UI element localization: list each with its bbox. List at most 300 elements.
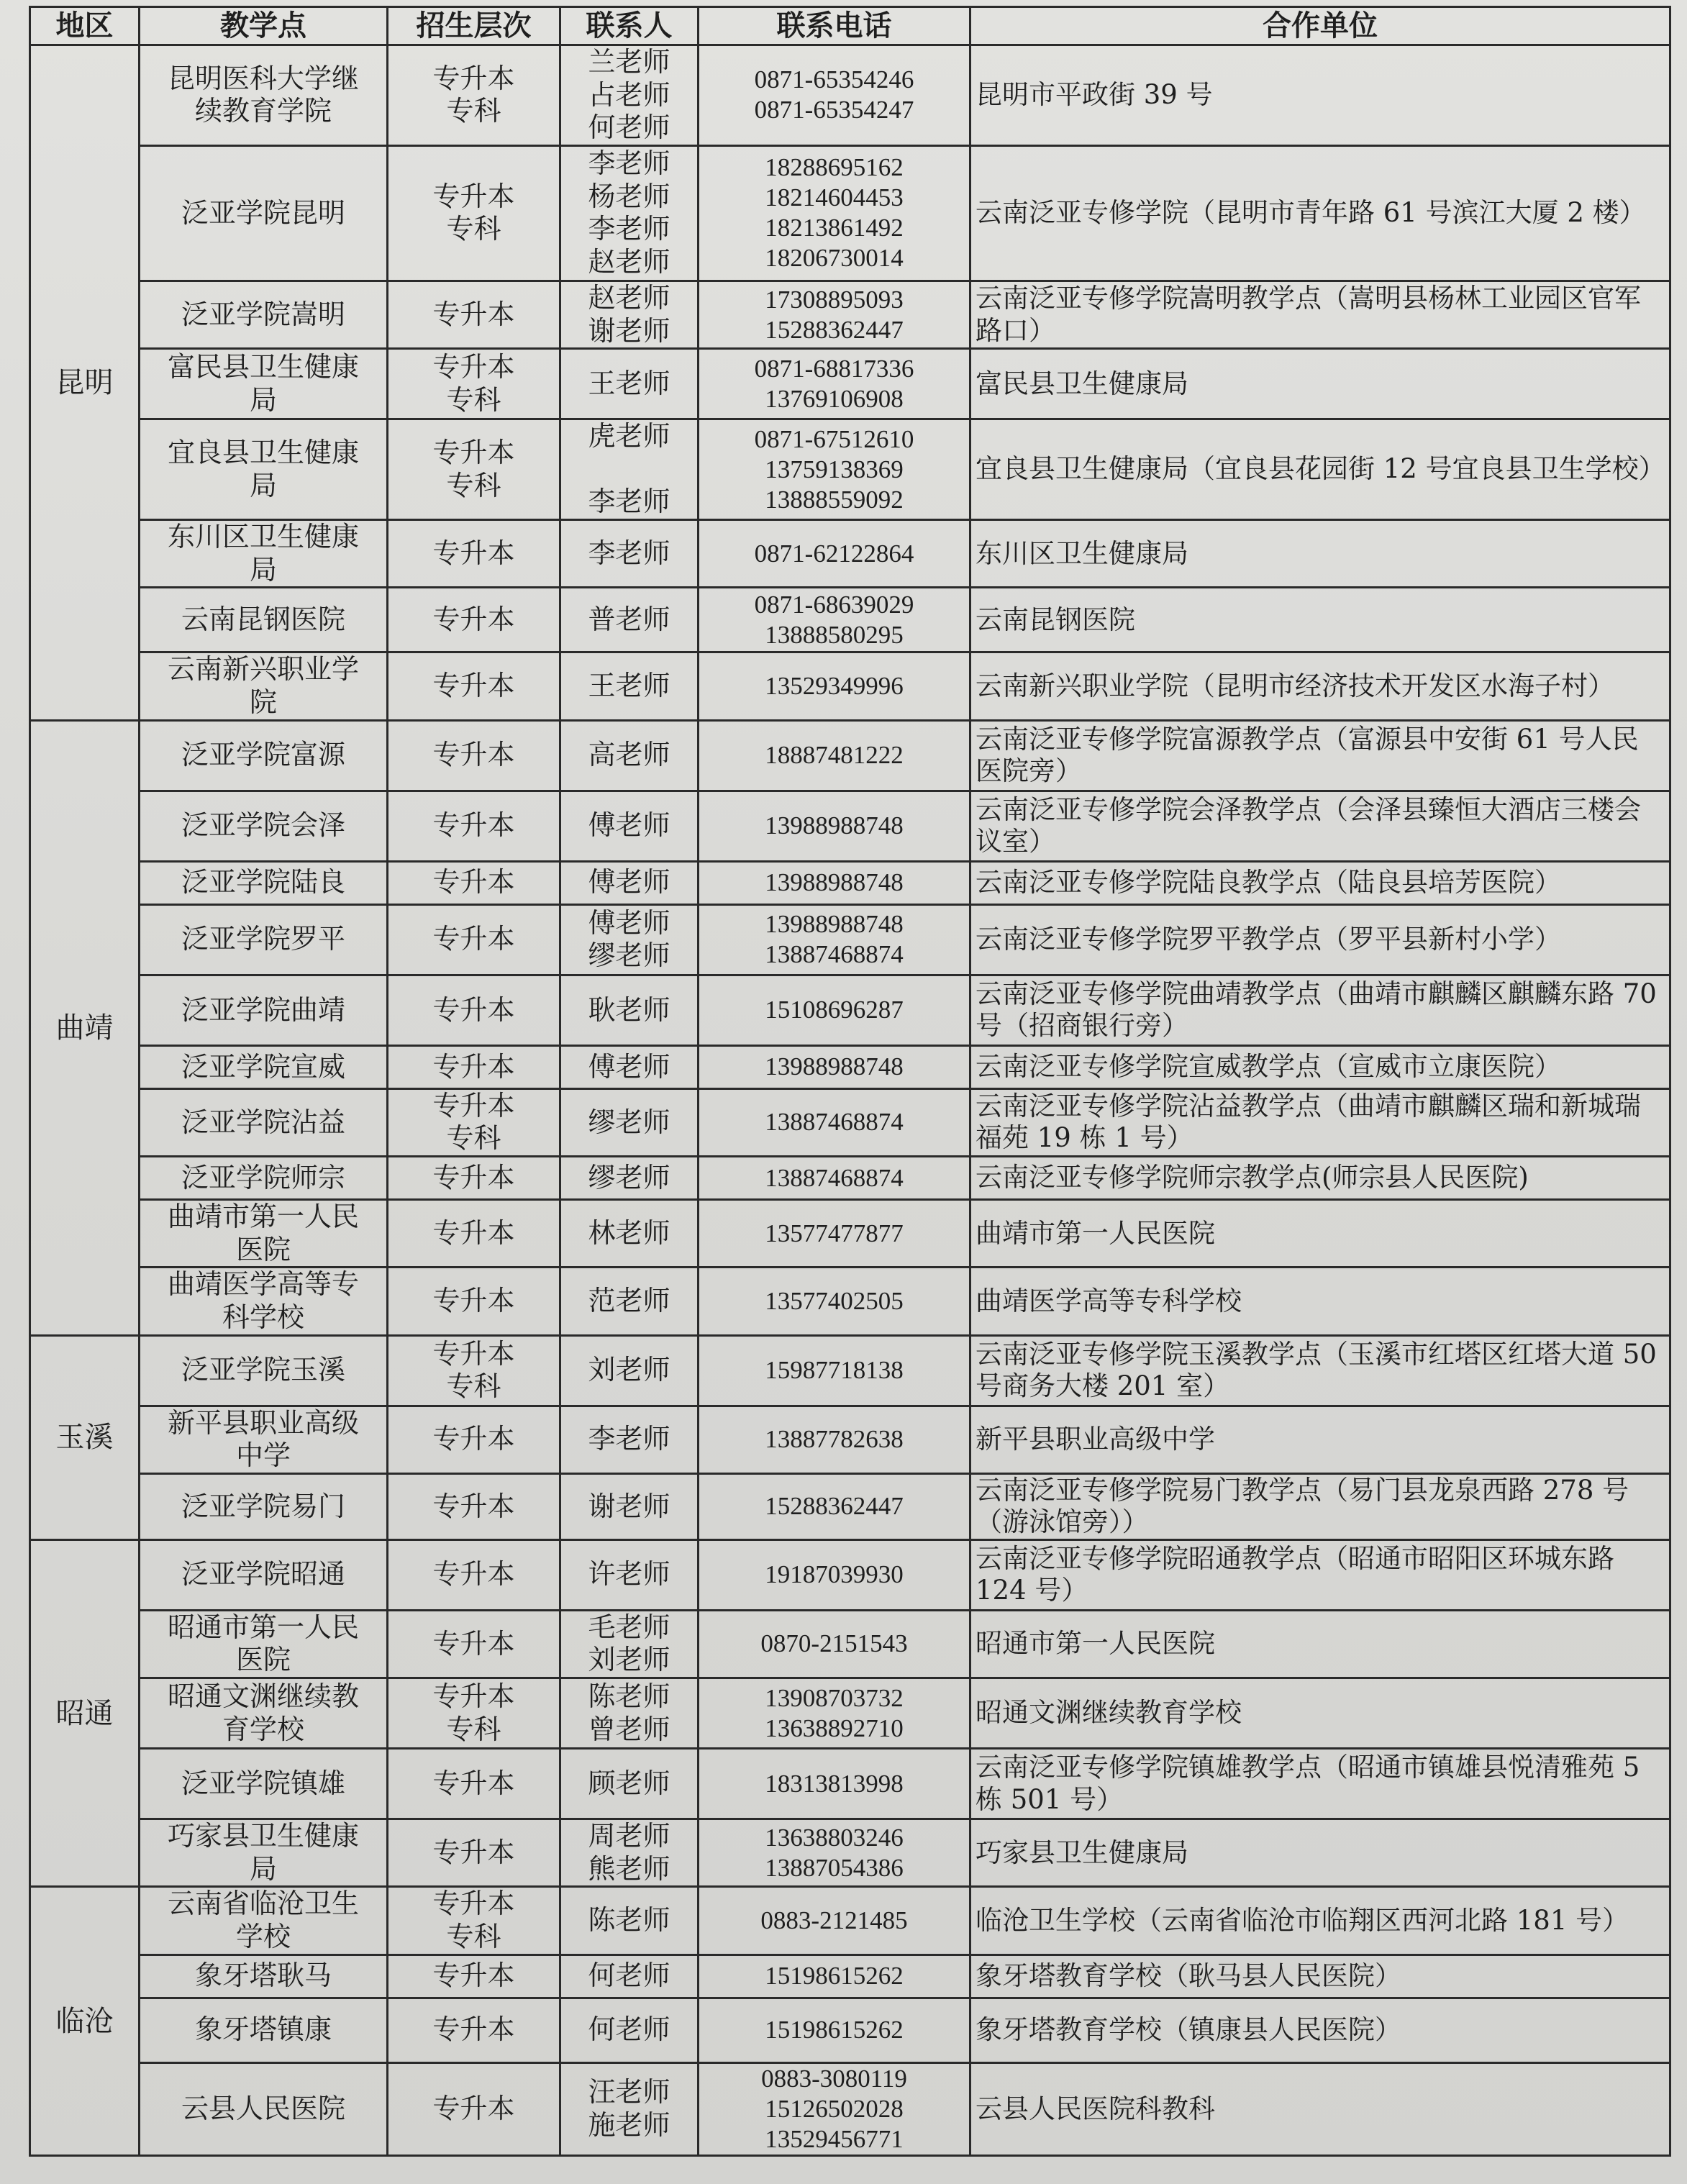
level-cell-line: 专科 <box>446 469 501 501</box>
phone-cell <box>699 1045 970 1088</box>
phone-cell-line: 18288695162 <box>765 153 904 182</box>
partner-cell <box>970 45 1670 146</box>
teaching-point-cell-line: 泛亚学院会泽 <box>181 809 345 842</box>
teaching-point-cell-line: 象牙塔耿马 <box>194 1960 332 1992</box>
phone-cell <box>699 2062 970 2155</box>
header-partner: 合作单位 <box>970 7 1670 45</box>
table-row <box>30 1678 1670 1749</box>
region-cell: 昭通 <box>30 1539 140 1887</box>
table-row <box>30 2062 1670 2155</box>
contact-cell <box>560 1268 699 1335</box>
teaching-point-cell-line: 昭通市第一人民 <box>167 1611 359 1643</box>
phone-cell <box>699 1335 970 1406</box>
header-contact: 联系人 <box>560 7 699 45</box>
phone-cell-line: 17308895093 <box>765 285 904 314</box>
teaching-point-cell-line: 泛亚学院昭通 <box>181 1558 345 1591</box>
partner-text: 云县人民医院科教科 <box>976 2093 1215 2124</box>
contact-cell <box>560 1335 699 1406</box>
contact-cell-line <box>565 453 693 486</box>
teaching-point-cell-line: 续教育学院 <box>194 95 332 127</box>
teaching-point-cell-line: 东川区卫生健康 <box>167 521 359 553</box>
partner-text: 巧家县卫生健康局 <box>976 1837 1188 1868</box>
partner-cell <box>970 281 1670 348</box>
level-cell-line: 专升本 <box>432 1558 515 1591</box>
phone-cell-line: 18887481222 <box>765 741 904 770</box>
teaching-point-cell <box>140 1268 388 1335</box>
teaching-point-cell-line: 泛亚学院镇雄 <box>181 1767 345 1799</box>
teaching-point-cell-line: 泛亚学院罗平 <box>181 923 345 955</box>
phone-cell <box>699 904 970 975</box>
teaching-point-cell-line: 泛亚学院富源 <box>181 739 345 771</box>
phone-cell-line: 13988988748 <box>765 1052 904 1081</box>
level-cell-line: 专科 <box>446 95 501 127</box>
partner-text: 云南泛亚专修学院镇雄教学点（昭通市镇雄县悦清雅苑 5 栋 501 号） <box>976 1752 1640 1815</box>
teaching-point-cell <box>140 1678 388 1749</box>
teaching-point-cell-line: 曲靖医学高等专 <box>167 1268 359 1301</box>
phone-cell <box>699 281 970 348</box>
phone-cell <box>699 349 970 419</box>
partner-text: 云南泛亚专修学院昭通教学点（昭通市昭阳区环城东路 124 号） <box>976 1542 1614 1606</box>
partner-cell <box>970 1157 1670 1200</box>
partner-text: 云南泛亚专修学院嵩明教学点（嵩明县杨林工业园区官军路口） <box>976 283 1641 346</box>
partner-text: 昆明市平政街 39 号 <box>976 79 1213 111</box>
table-row <box>30 1749 1670 1819</box>
partner-text: 云南泛亚专修学院富源教学点（富源县中安街 61 号人民医院旁） <box>976 723 1639 787</box>
level-cell <box>388 1610 560 1678</box>
level-cell <box>388 1678 560 1749</box>
table-body <box>30 45 1670 2156</box>
phone-cell <box>699 861 970 904</box>
level-cell-line: 专升本 <box>432 351 515 383</box>
phone-cell-line: 0870-2151543 <box>760 1629 908 1658</box>
contact-cell-line: 占老师 <box>588 78 670 111</box>
teaching-point-cell-line: 局 <box>249 469 277 501</box>
table-row <box>30 281 1670 348</box>
teaching-point-cell-line: 昆明医科大学继 <box>167 62 359 94</box>
partner-cell <box>970 1998 1670 2062</box>
teaching-point-cell <box>140 45 388 146</box>
contact-cell-line: 谢老师 <box>588 314 670 347</box>
partner-cell <box>970 2062 1670 2155</box>
contact-cell-line: 周老师 <box>588 1820 670 1852</box>
contact-cell <box>560 1539 699 1610</box>
level-cell-line: 专升本 <box>432 537 515 569</box>
level-cell <box>388 652 560 720</box>
level-cell <box>388 419 560 520</box>
contact-cell-line: 傅老师 <box>588 809 670 842</box>
level-cell <box>388 1335 560 1406</box>
teaching-point-cell-line: 育学校 <box>222 1713 304 1745</box>
level-cell <box>388 588 560 652</box>
level-cell-line: 专升本 <box>432 437 515 469</box>
phone-cell-line: 0871-68639029 <box>754 590 914 619</box>
contact-cell-line: 陈老师 <box>588 1904 670 1937</box>
teaching-point-cell <box>140 1335 388 1406</box>
contact-cell-line: 普老师 <box>588 604 670 636</box>
teaching-point-cell <box>140 1819 388 1887</box>
partner-cell <box>970 1539 1670 1610</box>
table-row <box>30 1473 1670 1539</box>
phone-cell <box>699 1819 970 1887</box>
level-cell-line: 专升本 <box>432 993 515 1026</box>
contact-cell-line: 谢老师 <box>588 1490 670 1522</box>
partner-cell <box>970 349 1670 419</box>
teaching-point-cell <box>140 1998 388 2062</box>
teaching-point-cell-line: 医院 <box>235 1644 291 1676</box>
teaching-point-cell <box>140 1749 388 1819</box>
phone-cell-line: 15108696287 <box>765 996 904 1024</box>
phone-cell <box>699 1268 970 1335</box>
teaching-point-cell <box>140 1887 388 1955</box>
teaching-point-cell-line: 泛亚学院玉溪 <box>181 1354 345 1386</box>
teaching-point-cell <box>140 720 388 791</box>
contact-cell <box>560 1473 699 1539</box>
table-row <box>30 145 1670 281</box>
teaching-point-cell <box>140 419 388 520</box>
level-cell <box>388 975 560 1045</box>
contact-cell-line: 许老师 <box>588 1558 670 1591</box>
level-cell-line: 专升本 <box>432 1216 515 1249</box>
table-row <box>30 1088 1670 1156</box>
partner-text: 昭通市第一人民医院 <box>976 1628 1215 1660</box>
partner-cell <box>970 652 1670 720</box>
table-row <box>30 1610 1670 1678</box>
partner-cell <box>970 720 1670 791</box>
phone-cell <box>699 419 970 520</box>
level-cell <box>388 1819 560 1887</box>
level-cell <box>388 520 560 588</box>
phone-cell-line: 13638892710 <box>765 1714 904 1742</box>
teaching-point-cell-line: 云县人民医院 <box>181 2093 345 2125</box>
phone-cell <box>699 1200 970 1268</box>
contact-cell-line: 耿老师 <box>588 993 670 1026</box>
contact-cell-line: 范老师 <box>588 1285 670 1317</box>
teaching-point-cell-line: 巧家县卫生健康 <box>167 1820 359 1852</box>
contact-cell-line: 兰老师 <box>588 46 670 78</box>
contact-cell-line: 林老师 <box>588 1216 670 1249</box>
contact-cell-line: 李老师 <box>588 213 670 245</box>
level-cell-line: 专升本 <box>432 1836 515 1868</box>
table-row <box>30 1406 1670 1473</box>
teaching-point-cell-line: 泛亚学院昆明 <box>181 196 345 229</box>
level-cell-line: 专升本 <box>432 1285 515 1317</box>
teaching-point-cell-line: 中学 <box>235 1439 291 1472</box>
phone-cell-line: 13887468874 <box>765 940 904 969</box>
table-row <box>30 1955 1670 1998</box>
phone-cell <box>699 588 970 652</box>
partner-text: 新平县职业高级中学 <box>976 1424 1215 1455</box>
contact-cell-line: 李老师 <box>588 486 670 518</box>
region-cell: 曲靖 <box>30 720 140 1335</box>
phone-cell <box>699 1887 970 1955</box>
phone-cell-line: 0871-65354246 <box>754 65 914 94</box>
level-cell <box>388 904 560 975</box>
partner-text: 云南泛亚专修学院沾益教学点（曲靖市麒麟区瑞和新城瑞福苑 19 栋 1 号） <box>976 1091 1641 1154</box>
contact-cell <box>560 281 699 348</box>
teaching-point-cell-line: 宜良县卫生健康 <box>167 437 359 469</box>
level-cell <box>388 1539 560 1610</box>
partner-cell <box>970 1406 1670 1473</box>
partner-cell <box>970 520 1670 588</box>
header-level: 招生层次 <box>388 7 560 45</box>
phone-cell-line: 13769106908 <box>765 384 904 413</box>
teaching-point-cell <box>140 1406 388 1473</box>
contact-cell-line: 毛老师 <box>588 1611 670 1643</box>
contact-cell <box>560 2062 699 2155</box>
contact-cell <box>560 1045 699 1088</box>
table-row <box>30 1335 1670 1406</box>
partner-cell <box>970 1955 1670 1998</box>
partner-text: 临沧卫生学校（云南省临沧市临翔区西河北路 181 号） <box>976 1904 1629 1936</box>
level-cell-line: 专升本 <box>432 670 515 702</box>
level-cell-line: 专科 <box>446 1713 501 1745</box>
contact-cell <box>560 1610 699 1678</box>
partner-text: 云南泛亚专修学院会泽教学点（会泽县臻恒大酒店三楼会议室） <box>976 793 1641 857</box>
contact-cell <box>560 791 699 861</box>
table-row <box>30 791 1670 861</box>
phone-cell-line: 0871-62122864 <box>754 539 914 568</box>
teaching-point-cell-line: 曲靖市第一人民 <box>167 1201 359 1233</box>
table-row <box>30 45 1670 146</box>
phone-cell-line: 18213861492 <box>765 214 904 242</box>
contact-cell <box>560 652 699 720</box>
level-cell-line: 专科 <box>446 1920 501 1952</box>
teaching-point-cell-line: 泛亚学院宣威 <box>181 1050 345 1083</box>
phone-cell-line: 13887468874 <box>765 1108 904 1137</box>
phone-cell-line: 15198615262 <box>765 2016 904 2044</box>
contact-cell-line: 李老师 <box>588 1423 670 1455</box>
phone-cell <box>699 1473 970 1539</box>
level-cell <box>388 1998 560 2062</box>
level-cell <box>388 1268 560 1335</box>
phone-cell-line: 0871-68817336 <box>754 354 914 383</box>
level-cell <box>388 349 560 419</box>
contact-cell-line: 顾老师 <box>588 1767 670 1799</box>
partner-text: 云南泛亚专修学院罗平教学点（罗平县新村小学） <box>976 924 1561 955</box>
contact-cell <box>560 720 699 791</box>
level-cell <box>388 1157 560 1200</box>
phone-cell <box>699 520 970 588</box>
region-cell: 玉溪 <box>30 1335 140 1539</box>
contact-cell-line: 缪老师 <box>588 939 670 972</box>
level-cell <box>388 791 560 861</box>
table-row <box>30 861 1670 904</box>
level-cell-line: 专科 <box>446 1370 501 1403</box>
phone-cell-line: 19187039930 <box>765 1560 904 1589</box>
level-cell-line: 专升本 <box>432 62 515 94</box>
table-row <box>30 1157 1670 1200</box>
phone-cell <box>699 45 970 146</box>
contact-cell-line: 傅老师 <box>588 906 670 939</box>
partner-cell <box>970 1045 1670 1088</box>
level-cell <box>388 1749 560 1819</box>
contact-cell <box>560 520 699 588</box>
partner-text: 象牙塔教育学校（耿马县人民医院） <box>976 1960 1401 1991</box>
partner-text: 云南泛亚专修学院玉溪教学点（玉溪市红塔区红塔大道 50 号商务大楼 201 室） <box>976 1338 1657 1402</box>
level-cell-line: 专升本 <box>432 1490 515 1522</box>
partner-cell <box>970 419 1670 520</box>
phone-cell <box>699 1539 970 1610</box>
partner-text: 云南泛亚专修学院宣威教学点（宣威市立康医院） <box>976 1051 1561 1083</box>
table-row <box>30 1200 1670 1268</box>
teaching-point-cell-line: 泛亚学院易门 <box>181 1490 345 1522</box>
phone-cell-line: 18313813998 <box>765 1769 904 1798</box>
partner-text: 云南泛亚专修学院易门教学点（易门县龙泉西路 278 号（游泳馆旁）） <box>976 1474 1629 1538</box>
level-cell-line: 专升本 <box>432 180 515 212</box>
level-cell-line: 专升本 <box>432 1050 515 1083</box>
level-cell-line: 专升本 <box>432 809 515 842</box>
partner-text: 云南泛亚专修学院师宗教学点(师宗县人民医院) <box>976 1162 1529 1193</box>
phone-cell-line: 13988988748 <box>765 811 904 840</box>
partner-text: 云南泛亚专修学院（昆明市青年路 61 号滨江大厦 2 楼） <box>976 197 1646 229</box>
teaching-point-cell <box>140 1610 388 1678</box>
phone-cell-line: 13888559092 <box>765 485 904 514</box>
region-cell: 昆明 <box>30 45 140 721</box>
table-row <box>30 1819 1670 1887</box>
contact-cell <box>560 1678 699 1749</box>
phone-cell-line: 15198615262 <box>765 1962 904 1990</box>
table-row <box>30 1539 1670 1610</box>
level-cell-line: 专科 <box>446 213 501 245</box>
teaching-point-cell-line: 医院 <box>235 1233 291 1265</box>
teaching-point-cell <box>140 975 388 1045</box>
contact-cell-line: 何老师 <box>588 1960 670 1992</box>
level-cell-line: 专升本 <box>432 604 515 636</box>
table-row <box>30 419 1670 520</box>
level-cell <box>388 281 560 348</box>
table-row <box>30 652 1670 720</box>
contact-cell-line: 杨老师 <box>588 180 670 212</box>
teaching-point-cell <box>140 1955 388 1998</box>
contact-cell <box>560 1749 699 1819</box>
header-point: 教学点 <box>140 7 388 45</box>
teaching-point-cell <box>140 904 388 975</box>
partner-cell <box>970 791 1670 861</box>
contact-cell-line: 高老师 <box>588 739 670 771</box>
partner-text: 昭通文渊继续教育学校 <box>976 1697 1242 1729</box>
partner-cell <box>970 1335 1670 1406</box>
contact-cell-line: 何老师 <box>588 112 670 144</box>
level-cell-line: 专升本 <box>432 923 515 955</box>
level-cell <box>388 1045 560 1088</box>
level-cell-line: 专升本 <box>432 1161 515 1193</box>
level-cell <box>388 2062 560 2155</box>
contact-cell <box>560 1200 699 1268</box>
table-row <box>30 520 1670 588</box>
level-cell <box>388 861 560 904</box>
level-cell-line: 专升本 <box>432 866 515 898</box>
phone-cell-line: 13759138369 <box>765 455 904 483</box>
level-cell-line: 专升本 <box>432 1888 515 1920</box>
phone-cell-line: 18214604453 <box>765 183 904 212</box>
partner-text: 云南泛亚专修学院陆良教学点（陆良县培芳医院） <box>976 867 1561 898</box>
phone-cell-line: 15288362447 <box>765 315 904 344</box>
table-row <box>30 1998 1670 2062</box>
phone-cell <box>699 720 970 791</box>
phone-cell-line: 13887054386 <box>765 1853 904 1882</box>
teaching-point-cell <box>140 1157 388 1200</box>
contact-cell <box>560 588 699 652</box>
partner-cell <box>970 588 1670 652</box>
phone-cell-line: 13887468874 <box>765 1163 904 1192</box>
level-cell-line: 专科 <box>446 1122 501 1155</box>
phone-cell-line: 0883-3080119 <box>761 2064 907 2093</box>
teaching-point-cell-line: 富民县卫生健康 <box>167 351 359 383</box>
partner-cell <box>970 861 1670 904</box>
contact-cell-line: 傅老师 <box>588 1050 670 1083</box>
phone-cell <box>699 145 970 281</box>
teaching-point-cell-line: 泛亚学院嵩明 <box>181 298 345 330</box>
contact-cell <box>560 1406 699 1473</box>
phone-cell <box>699 1157 970 1200</box>
teaching-point-cell <box>140 349 388 419</box>
partner-text: 云南泛亚专修学院曲靖教学点（曲靖市麒麟区麒麟东路 70 号（招商银行旁） <box>976 978 1657 1042</box>
contact-cell-line: 赵老师 <box>588 281 670 314</box>
level-cell <box>388 1406 560 1473</box>
partner-cell <box>970 975 1670 1045</box>
table-row <box>30 720 1670 791</box>
partner-text: 云南新兴职业学院（昆明市经济技术开发区水海子村） <box>976 670 1614 701</box>
partner-cell <box>970 1268 1670 1335</box>
teaching-point-cell-line: 云南省临沧卫生 <box>167 1888 359 1920</box>
partner-cell <box>970 1473 1670 1539</box>
table-row <box>30 1045 1670 1088</box>
contact-cell <box>560 45 699 146</box>
teaching-point-cell <box>140 861 388 904</box>
partner-cell <box>970 1749 1670 1819</box>
partner-text: 曲靖市第一人民医院 <box>976 1217 1215 1249</box>
teaching-point-cell-line: 科学校 <box>222 1301 304 1333</box>
table-row <box>30 904 1670 975</box>
teaching-point-cell-line: 学校 <box>235 1920 291 1952</box>
partner-cell <box>970 904 1670 975</box>
phone-cell <box>699 791 970 861</box>
level-cell <box>388 1200 560 1268</box>
teaching-point-cell-line: 泛亚学院沾益 <box>181 1106 345 1138</box>
teaching-point-cell <box>140 1473 388 1539</box>
phone-cell-line: 18206730014 <box>765 244 904 273</box>
phone-cell-line: 13577402505 <box>765 1286 904 1315</box>
level-cell-line: 专升本 <box>432 298 515 330</box>
partner-text: 宜良县卫生健康局（宜良县花园街 12 号宜良县卫生学校） <box>976 453 1665 485</box>
level-cell-line: 专科 <box>446 383 501 416</box>
teaching-point-cell-line: 泛亚学院曲靖 <box>181 993 345 1026</box>
contact-cell <box>560 349 699 419</box>
teaching-point-cell <box>140 1088 388 1156</box>
phone-cell-line: 13577477877 <box>765 1219 904 1247</box>
partner-cell <box>970 1200 1670 1268</box>
phone-cell-line: 13988988748 <box>765 868 904 897</box>
partner-cell <box>970 1819 1670 1887</box>
teaching-point-cell <box>140 145 388 281</box>
level-cell <box>388 1088 560 1156</box>
phone-cell-line: 13529349996 <box>765 672 904 700</box>
contact-cell-line: 刘老师 <box>588 1644 670 1676</box>
table-row <box>30 1887 1670 1955</box>
phone-cell-line: 15126502028 <box>765 2094 904 2123</box>
contact-cell <box>560 1955 699 1998</box>
level-cell-line: 专升本 <box>432 1767 515 1799</box>
contact-cell-line: 王老师 <box>588 367 670 399</box>
contact-cell <box>560 1998 699 2062</box>
phone-cell <box>699 1678 970 1749</box>
phone-cell <box>699 1610 970 1678</box>
partner-cell <box>970 1088 1670 1156</box>
phone-cell-line: 0871-65354247 <box>754 96 914 124</box>
level-cell-line: 专升本 <box>432 739 515 771</box>
partner-text: 曲靖医学高等专科学校 <box>976 1285 1242 1316</box>
region-cell: 临沧 <box>30 1887 140 2156</box>
